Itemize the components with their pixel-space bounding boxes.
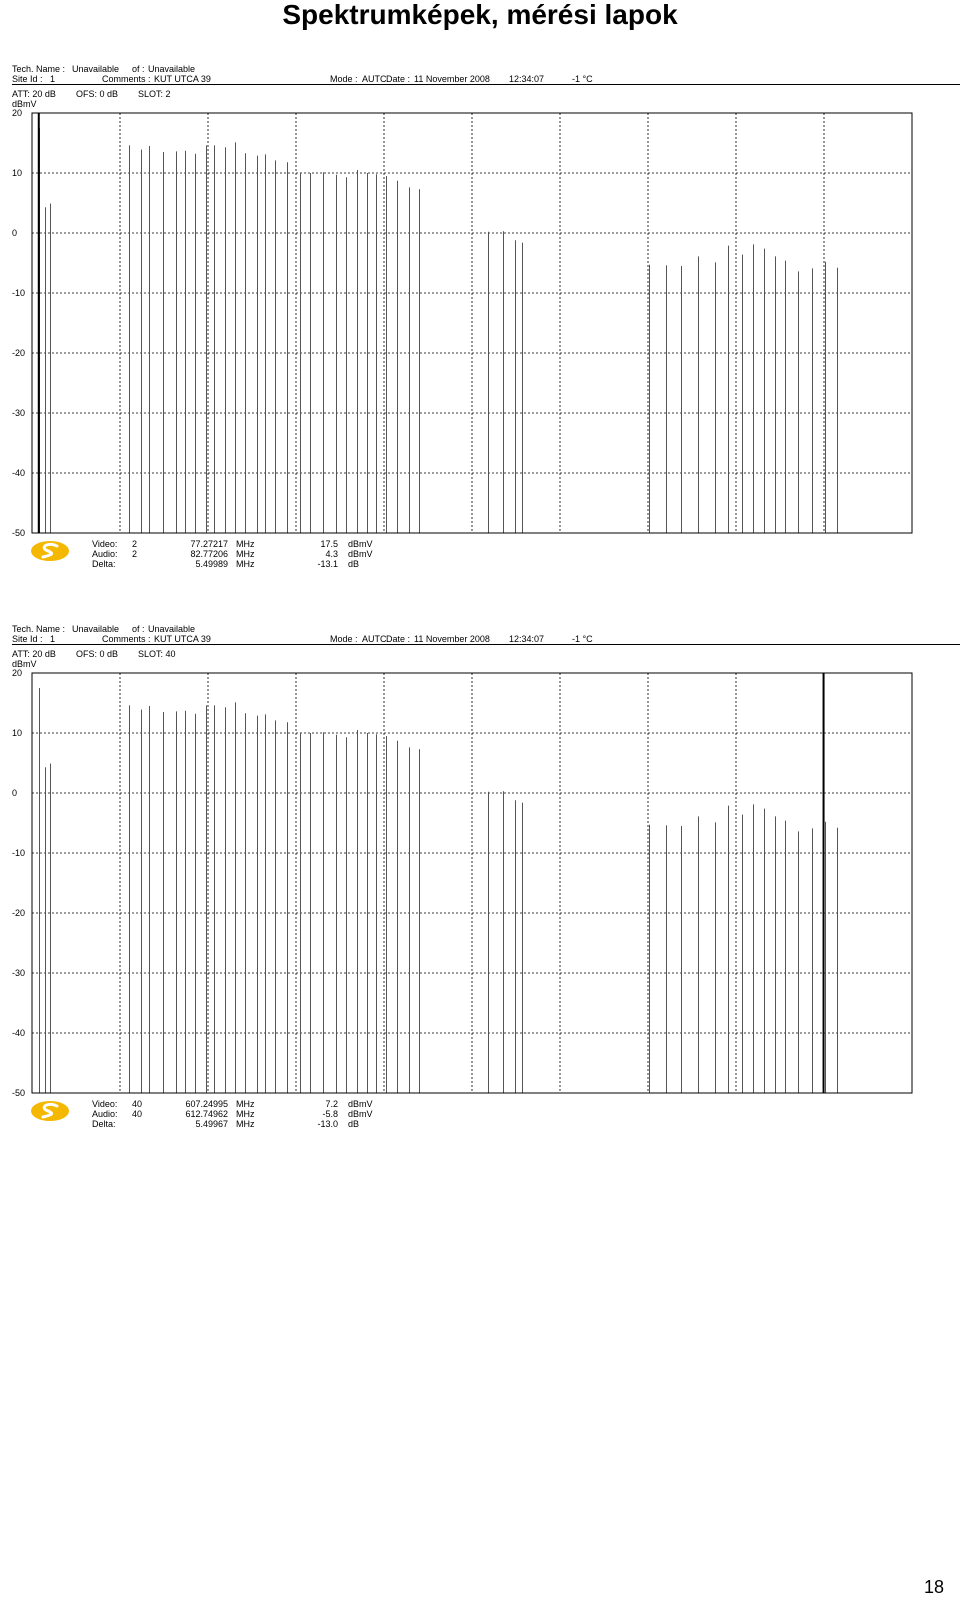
delta-level-unit: dB bbox=[348, 1119, 360, 1129]
mode-label: Mode : bbox=[330, 74, 358, 84]
date-label: Date : bbox=[386, 634, 411, 644]
comments-value: KUT UTCA 39 bbox=[154, 74, 211, 84]
y-unit-label: dBmV bbox=[12, 659, 37, 669]
y-tick-labels bbox=[12, 108, 25, 538]
video-level-unit: dBmV bbox=[348, 1099, 373, 1109]
y-tick-label: 20 bbox=[12, 108, 23, 118]
delta-level-unit: dB bbox=[348, 559, 360, 569]
audio-label: Audio: bbox=[92, 1109, 118, 1119]
tech-name-label: Tech. Name : bbox=[12, 64, 66, 74]
time-value: 12:34:07 bbox=[509, 74, 545, 84]
time-value: 12:34:07 bbox=[509, 634, 545, 644]
y-tick-label: -30 bbox=[12, 408, 26, 418]
att-value: ATT: 20 dB bbox=[12, 89, 56, 99]
video-level: 7.2 bbox=[325, 1099, 338, 1109]
mode-label: Mode : bbox=[330, 634, 358, 644]
video-level: 17.5 bbox=[320, 539, 338, 549]
delta-frequency: 5.49989 bbox=[195, 559, 228, 569]
audio-label: Audio: bbox=[92, 549, 118, 559]
tech-name-label: Tech. Name : bbox=[12, 624, 66, 634]
page-number: 18 bbox=[923, 1577, 944, 1597]
tech-name-value: Unavailable bbox=[72, 64, 120, 74]
of-value: Unavailable bbox=[148, 624, 196, 634]
y-tick-label: -20 bbox=[12, 348, 26, 358]
y-tick-label: -30 bbox=[12, 968, 26, 978]
video-frequency-unit: MHz bbox=[236, 539, 255, 549]
delta-frequency-unit: MHz bbox=[236, 559, 255, 569]
delta-level: -13.1 bbox=[317, 559, 338, 569]
mode-value: AUTC bbox=[362, 634, 387, 644]
spectrum-panel-1 bbox=[12, 62, 960, 592]
audio-level-unit: dBmV bbox=[348, 549, 373, 559]
spectrum-chart bbox=[12, 108, 960, 538]
video-label: Video: bbox=[92, 539, 118, 549]
y-tick-label: -50 bbox=[12, 528, 26, 538]
att-value: ATT: 20 dB bbox=[12, 649, 56, 659]
of-label: of : bbox=[132, 64, 145, 74]
delta-level: -13.0 bbox=[317, 1119, 338, 1129]
page-title: Spektrumképek, mérési lapok bbox=[282, 0, 678, 30]
y-tick-label: -10 bbox=[12, 288, 26, 298]
header-rule bbox=[12, 644, 960, 645]
comments-value: KUT UTCA 39 bbox=[154, 634, 211, 644]
audio-channel: 40 bbox=[132, 1109, 143, 1119]
video-channel: 40 bbox=[132, 1099, 143, 1109]
video-frequency-unit: MHz bbox=[236, 1099, 255, 1109]
delta-label: Delta: bbox=[92, 1119, 116, 1129]
site-id-label: Site Id : bbox=[12, 74, 43, 84]
slot-value: SLOT: 2 bbox=[138, 89, 171, 99]
sunrise-logo-icon bbox=[30, 540, 70, 562]
spectrum-chart bbox=[12, 668, 960, 1098]
of-value: Unavailable bbox=[148, 64, 196, 74]
ofs-value: OFS: 0 dB bbox=[76, 89, 119, 99]
tech-name-value: Unavailable bbox=[72, 624, 120, 634]
video-frequency: 77.27217 bbox=[190, 539, 228, 549]
audio-level: 4.3 bbox=[325, 549, 338, 559]
date-value: 11 November 2008 bbox=[414, 634, 490, 644]
video-level-unit: dBmV bbox=[348, 539, 373, 549]
y-tick-label: 10 bbox=[12, 728, 23, 738]
mode-value: AUTC bbox=[362, 74, 387, 84]
site-id-value: 1 bbox=[50, 74, 56, 84]
y-tick-label: 20 bbox=[12, 668, 23, 678]
spectrum-trace bbox=[40, 688, 838, 1093]
of-label: of : bbox=[132, 624, 145, 634]
y-tick-label: -50 bbox=[12, 1088, 26, 1098]
audio-level: -5.8 bbox=[322, 1109, 338, 1119]
comments-label: Comments : bbox=[102, 634, 151, 644]
header-rule bbox=[12, 84, 960, 85]
comments-label: Comments : bbox=[102, 74, 151, 84]
ofs-value: OFS: 0 dB bbox=[76, 649, 119, 659]
delta-frequency-unit: MHz bbox=[236, 1119, 255, 1129]
temperature-value: -1 °C bbox=[572, 634, 593, 644]
y-tick-label: 10 bbox=[12, 168, 23, 178]
y-tick-label: 0 bbox=[12, 228, 18, 238]
y-tick-label: -40 bbox=[12, 1028, 26, 1038]
y-tick-labels bbox=[12, 668, 25, 1098]
slot-value: SLOT: 40 bbox=[138, 649, 176, 659]
audio-level-unit: dBmV bbox=[348, 1109, 373, 1119]
site-id-label: Site Id : bbox=[12, 634, 43, 644]
y-unit-label: dBmV bbox=[12, 99, 37, 109]
delta-frequency: 5.49967 bbox=[195, 1119, 228, 1129]
audio-frequency: 82.77206 bbox=[190, 549, 228, 559]
y-tick-label: -10 bbox=[12, 848, 26, 858]
delta-label: Delta: bbox=[92, 559, 116, 569]
date-label: Date : bbox=[386, 74, 411, 84]
video-label: Video: bbox=[92, 1099, 118, 1109]
date-value: 11 November 2008 bbox=[414, 74, 490, 84]
audio-frequency-unit: MHz bbox=[236, 1109, 255, 1119]
video-frequency: 607.24995 bbox=[185, 1099, 228, 1109]
spectrum-trace bbox=[40, 128, 838, 533]
y-tick-label: -20 bbox=[12, 908, 26, 918]
sunrise-logo-icon bbox=[30, 1100, 70, 1122]
audio-frequency-unit: MHz bbox=[236, 549, 255, 559]
temperature-value: -1 °C bbox=[572, 74, 593, 84]
audio-frequency: 612.74962 bbox=[185, 1109, 228, 1119]
audio-channel: 2 bbox=[132, 549, 138, 559]
site-id-value: 1 bbox=[50, 634, 56, 644]
spectrum-panel-2 bbox=[12, 622, 960, 1152]
video-channel: 2 bbox=[132, 539, 138, 549]
y-tick-label: -40 bbox=[12, 468, 26, 478]
y-tick-label: 0 bbox=[12, 788, 18, 798]
